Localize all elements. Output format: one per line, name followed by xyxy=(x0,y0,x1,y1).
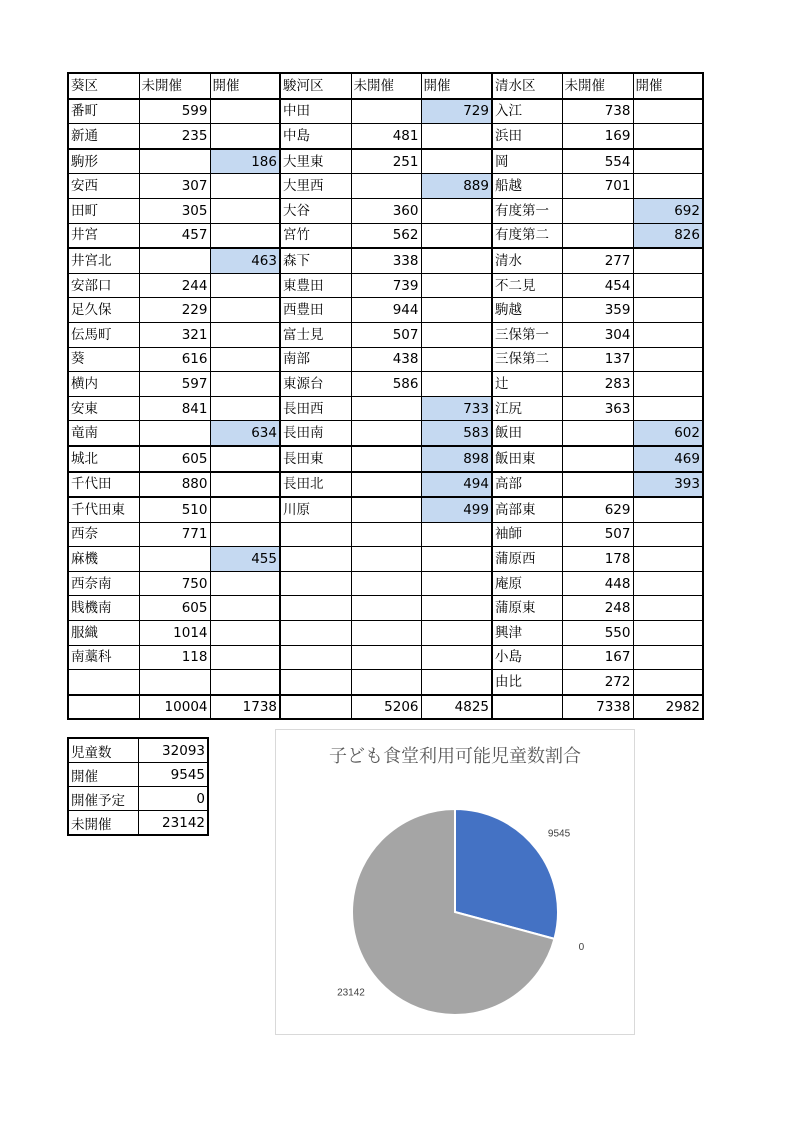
column-header-closed: 未開催 xyxy=(562,73,633,99)
area-name-cell: 西奈南 xyxy=(68,571,139,596)
closed-count-cell xyxy=(139,149,210,174)
open-count-cell: 692 xyxy=(633,198,703,223)
closed-count-cell: 550 xyxy=(562,621,633,646)
area-name-cell: 興津 xyxy=(492,621,562,646)
table-row xyxy=(68,472,703,498)
open-count-cell xyxy=(421,223,492,248)
column-header-open: 開催 xyxy=(633,73,703,99)
open-count-cell xyxy=(633,670,703,695)
area-name-cell xyxy=(280,571,351,596)
area-name-cell: 安西 xyxy=(68,174,139,199)
table-row xyxy=(68,396,703,421)
column-header-open: 開催 xyxy=(421,73,492,99)
open-count-cell: 602 xyxy=(633,421,703,446)
closed-count-cell: 448 xyxy=(562,571,633,596)
area-name-cell: 蒲原西 xyxy=(492,547,562,572)
closed-count-cell xyxy=(139,421,210,446)
table-row xyxy=(68,124,703,149)
summary-row xyxy=(68,811,208,836)
area-name-cell: 江尻 xyxy=(492,396,562,421)
closed-count-cell: 586 xyxy=(351,372,421,397)
area-name-cell: 辻 xyxy=(492,372,562,397)
closed-count-cell: 438 xyxy=(351,347,421,372)
area-name-cell: 清水 xyxy=(492,248,562,273)
closed-count-cell: 305 xyxy=(139,198,210,223)
open-count-cell xyxy=(210,273,280,298)
area-name-cell: 井宮 xyxy=(68,223,139,248)
closed-count-cell: 605 xyxy=(139,596,210,621)
closed-count-cell xyxy=(351,421,421,446)
table-row xyxy=(68,621,703,646)
closed-count-cell: 597 xyxy=(139,372,210,397)
closed-count-cell: 738 xyxy=(562,99,633,124)
area-name-cell: 東豊田 xyxy=(280,273,351,298)
column-header-closed: 未開催 xyxy=(139,73,210,99)
open-count-cell xyxy=(210,446,280,472)
open-count-cell xyxy=(210,522,280,547)
area-name-cell: 葵 xyxy=(68,347,139,372)
pie-chart-svg xyxy=(276,730,634,1034)
area-name-cell: 川原 xyxy=(280,497,351,522)
closed-count-cell: 739 xyxy=(351,273,421,298)
closed-count-cell: 167 xyxy=(562,645,633,670)
area-name-cell: 高部 xyxy=(492,472,562,498)
closed-count-cell: 283 xyxy=(562,372,633,397)
closed-count-cell: 554 xyxy=(562,149,633,174)
area-name-cell: 中島 xyxy=(280,124,351,149)
open-count-cell xyxy=(210,571,280,596)
area-name-cell: 袖師 xyxy=(492,522,562,547)
area-name-cell: 伝馬町 xyxy=(68,322,139,347)
closed-count-cell xyxy=(139,547,210,572)
closed-count-cell xyxy=(351,596,421,621)
table-row xyxy=(68,198,703,223)
area-name-cell: 大里西 xyxy=(280,174,351,199)
open-count-cell xyxy=(210,198,280,223)
area-name-cell: 西豊田 xyxy=(280,298,351,323)
column-header-open: 開催 xyxy=(210,73,280,99)
summary-value: 32093 xyxy=(138,738,208,763)
area-name-cell: 千代田東 xyxy=(68,497,139,522)
area-name-cell: 駒形 xyxy=(68,149,139,174)
area-name-cell: 長田北 xyxy=(280,472,351,498)
ward-header: 駿河区 xyxy=(280,73,351,99)
area-name-cell: 足久保 xyxy=(68,298,139,323)
area-name-cell: 富士見 xyxy=(280,322,351,347)
closed-count-cell: 605 xyxy=(139,446,210,472)
closed-count-cell xyxy=(351,174,421,199)
open-count-cell: 826 xyxy=(633,223,703,248)
table-row xyxy=(68,547,703,572)
closed-count-cell xyxy=(562,421,633,446)
open-count-cell: 469 xyxy=(633,446,703,472)
table-row xyxy=(68,670,703,695)
closed-count-cell xyxy=(351,571,421,596)
open-count-cell xyxy=(633,571,703,596)
open-count-cell xyxy=(421,273,492,298)
open-count-cell xyxy=(210,124,280,149)
open-count-cell: 393 xyxy=(633,472,703,498)
total-label-cell xyxy=(492,695,562,719)
closed-count-cell: 616 xyxy=(139,347,210,372)
open-count-cell xyxy=(633,621,703,646)
table-row xyxy=(68,522,703,547)
closed-count-cell: 248 xyxy=(562,596,633,621)
closed-count-cell: 137 xyxy=(562,347,633,372)
area-name-cell: 新通 xyxy=(68,124,139,149)
closed-count-cell: 251 xyxy=(351,149,421,174)
table-row xyxy=(68,446,703,472)
open-count-cell xyxy=(633,149,703,174)
closed-count-cell: 304 xyxy=(562,322,633,347)
open-count-cell xyxy=(633,248,703,273)
area-name-cell: 長田東 xyxy=(280,446,351,472)
open-count-cell xyxy=(210,372,280,397)
open-count-cell xyxy=(210,174,280,199)
open-count-cell xyxy=(421,522,492,547)
table-row xyxy=(68,149,703,174)
open-count-cell xyxy=(421,248,492,273)
open-count-cell xyxy=(633,322,703,347)
closed-count-cell xyxy=(351,621,421,646)
area-name-cell: 有度第一 xyxy=(492,198,562,223)
closed-count-cell xyxy=(351,446,421,472)
area-name-cell: 竜南 xyxy=(68,421,139,446)
area-name-cell xyxy=(280,670,351,695)
open-count-cell: 494 xyxy=(421,472,492,498)
closed-count-cell xyxy=(562,472,633,498)
open-count-cell xyxy=(633,372,703,397)
summary-value: 23142 xyxy=(138,811,208,836)
closed-count-cell: 454 xyxy=(562,273,633,298)
closed-count-cell xyxy=(351,99,421,124)
open-count-cell xyxy=(633,174,703,199)
summary-row xyxy=(68,787,208,811)
open-count-cell xyxy=(633,522,703,547)
area-name-cell: 三保第一 xyxy=(492,322,562,347)
area-name-cell: 小島 xyxy=(492,645,562,670)
open-count-cell: 583 xyxy=(421,421,492,446)
chart-title: 子ども食堂利用可能児童数割合 xyxy=(329,746,581,766)
closed-count-cell: 841 xyxy=(139,396,210,421)
open-count-cell xyxy=(210,670,280,695)
open-count-cell xyxy=(421,547,492,572)
area-name-cell: 城北 xyxy=(68,446,139,472)
open-count-cell xyxy=(421,198,492,223)
open-count-cell: 186 xyxy=(210,149,280,174)
area-name-cell: 庵原 xyxy=(492,571,562,596)
area-name-cell: 飯田東 xyxy=(492,446,562,472)
area-name-cell: 宮竹 xyxy=(280,223,351,248)
closed-total-cell: 7338 xyxy=(562,695,633,719)
open-count-cell xyxy=(421,149,492,174)
open-count-cell xyxy=(421,596,492,621)
closed-count-cell xyxy=(139,248,210,273)
closed-count-cell: 277 xyxy=(562,248,633,273)
table-row xyxy=(68,99,703,124)
closed-count-cell: 457 xyxy=(139,223,210,248)
summary-label: 児童数 xyxy=(68,738,138,763)
open-count-cell xyxy=(210,497,280,522)
closed-count-cell xyxy=(351,670,421,695)
area-name-cell: 番町 xyxy=(68,99,139,124)
area-name-cell: 安東 xyxy=(68,396,139,421)
closed-count-cell: 235 xyxy=(139,124,210,149)
closed-count-cell: 510 xyxy=(139,497,210,522)
table-row xyxy=(68,497,703,522)
area-name-cell: 森下 xyxy=(280,248,351,273)
area-name-cell: 横内 xyxy=(68,372,139,397)
area-name-cell: 高部東 xyxy=(492,497,562,522)
open-total-cell: 4825 xyxy=(421,695,492,719)
open-count-cell xyxy=(421,124,492,149)
open-count-cell xyxy=(421,571,492,596)
table-row xyxy=(68,596,703,621)
closed-total-cell: 10004 xyxy=(139,695,210,719)
area-name-cell: 有度第二 xyxy=(492,223,562,248)
total-label-cell xyxy=(280,695,351,719)
open-count-cell: 889 xyxy=(421,174,492,199)
open-total-cell: 2982 xyxy=(633,695,703,719)
closed-count-cell xyxy=(139,670,210,695)
area-name-cell: 由比 xyxy=(492,670,562,695)
area-name-cell: 南藁科 xyxy=(68,645,139,670)
area-name-cell: 麻機 xyxy=(68,547,139,572)
open-count-cell xyxy=(210,596,280,621)
closed-count-cell: 244 xyxy=(139,273,210,298)
area-name-cell: 長田西 xyxy=(280,396,351,421)
summary-table xyxy=(67,737,209,836)
table-header-row xyxy=(68,73,703,99)
area-name-cell xyxy=(280,596,351,621)
table-row xyxy=(68,372,703,397)
area-name-cell xyxy=(280,645,351,670)
open-count-cell xyxy=(633,99,703,124)
area-name-cell: 大谷 xyxy=(280,198,351,223)
ward-header: 清水区 xyxy=(492,73,562,99)
open-count-cell xyxy=(421,322,492,347)
table-row xyxy=(68,322,703,347)
area-name-cell: 浜田 xyxy=(492,124,562,149)
area-name-cell xyxy=(280,522,351,547)
area-name-cell: 飯田 xyxy=(492,421,562,446)
open-count-cell: 733 xyxy=(421,396,492,421)
open-count-cell xyxy=(633,645,703,670)
closed-count-cell: 321 xyxy=(139,322,210,347)
pie-chart xyxy=(275,729,635,1035)
table-row xyxy=(68,571,703,596)
closed-count-cell: 169 xyxy=(562,124,633,149)
area-name-cell: 田町 xyxy=(68,198,139,223)
open-count-cell xyxy=(210,396,280,421)
open-count-cell: 455 xyxy=(210,547,280,572)
open-count-cell: 463 xyxy=(210,248,280,273)
closed-count-cell: 507 xyxy=(351,322,421,347)
open-count-cell xyxy=(633,497,703,522)
closed-count-cell: 229 xyxy=(139,298,210,323)
area-name-cell: 西奈 xyxy=(68,522,139,547)
area-name-cell: 賎機南 xyxy=(68,596,139,621)
open-count-cell xyxy=(210,645,280,670)
table-row xyxy=(68,223,703,248)
area-name-cell: 駒越 xyxy=(492,298,562,323)
area-name-cell: 蒲原東 xyxy=(492,596,562,621)
open-count-cell xyxy=(633,347,703,372)
summary-body xyxy=(68,738,208,835)
closed-count-cell: 118 xyxy=(139,645,210,670)
open-count-cell xyxy=(633,547,703,572)
open-count-cell xyxy=(421,621,492,646)
closed-count-cell: 701 xyxy=(562,174,633,199)
column-header-closed: 未開催 xyxy=(351,73,421,99)
open-count-cell xyxy=(633,298,703,323)
area-name-cell xyxy=(280,621,351,646)
open-count-cell xyxy=(210,298,280,323)
summary-row xyxy=(68,763,208,787)
closed-count-cell xyxy=(562,446,633,472)
open-count-cell xyxy=(421,298,492,323)
summary-label: 開催 xyxy=(68,763,138,787)
open-count-cell xyxy=(210,99,280,124)
closed-count-cell: 750 xyxy=(139,571,210,596)
open-count-cell xyxy=(210,472,280,498)
totals-row xyxy=(68,695,703,719)
table-row xyxy=(68,174,703,199)
closed-count-cell xyxy=(351,522,421,547)
area-name-cell: 入江 xyxy=(492,99,562,124)
open-count-cell: 729 xyxy=(421,99,492,124)
summary-row xyxy=(68,738,208,763)
closed-count-cell: 307 xyxy=(139,174,210,199)
area-name-cell: 長田南 xyxy=(280,421,351,446)
open-count-cell xyxy=(210,322,280,347)
closed-count-cell xyxy=(351,497,421,522)
open-total-cell: 1738 xyxy=(210,695,280,719)
summary-label: 開催予定 xyxy=(68,787,138,811)
closed-count-cell: 629 xyxy=(562,497,633,522)
table-row xyxy=(68,248,703,273)
table-row xyxy=(68,347,703,372)
summary-value: 0 xyxy=(138,787,208,811)
ward-header: 葵区 xyxy=(68,73,139,99)
area-name-cell: 井宮北 xyxy=(68,248,139,273)
total-label-cell xyxy=(68,695,139,719)
area-name-cell: 大里東 xyxy=(280,149,351,174)
table-row xyxy=(68,645,703,670)
closed-count-cell: 507 xyxy=(562,522,633,547)
table-row xyxy=(68,273,703,298)
open-count-cell: 634 xyxy=(210,421,280,446)
open-count-cell xyxy=(633,396,703,421)
open-count-cell xyxy=(633,596,703,621)
area-name-cell: 不二見 xyxy=(492,273,562,298)
area-name-cell: 服織 xyxy=(68,621,139,646)
area-name-cell xyxy=(280,547,351,572)
open-count-cell: 898 xyxy=(421,446,492,472)
closed-count-cell: 359 xyxy=(562,298,633,323)
area-name-cell: 岡 xyxy=(492,149,562,174)
open-count-cell xyxy=(421,670,492,695)
area-name-cell: 安部口 xyxy=(68,273,139,298)
closed-count-cell: 880 xyxy=(139,472,210,498)
area-name-cell: 船越 xyxy=(492,174,562,199)
area-name-cell xyxy=(68,670,139,695)
area-name-cell: 千代田 xyxy=(68,472,139,498)
open-count-cell xyxy=(210,223,280,248)
closed-count-cell xyxy=(562,198,633,223)
table-row xyxy=(68,421,703,446)
closed-count-cell xyxy=(351,547,421,572)
closed-count-cell xyxy=(562,223,633,248)
closed-count-cell: 562 xyxy=(351,223,421,248)
pie-data-label: 0 xyxy=(578,942,585,954)
area-name-cell: 三保第二 xyxy=(492,347,562,372)
closed-count-cell: 178 xyxy=(562,547,633,572)
open-count-cell xyxy=(421,372,492,397)
summary-value: 9545 xyxy=(138,763,208,787)
open-count-cell xyxy=(633,273,703,298)
pie-data-label: 9545 xyxy=(547,828,571,840)
kids-cafeteria-table xyxy=(67,72,704,720)
table-row xyxy=(68,298,703,323)
open-count-cell xyxy=(633,124,703,149)
closed-count-cell: 771 xyxy=(139,522,210,547)
closed-count-cell xyxy=(351,472,421,498)
closed-count-cell: 599 xyxy=(139,99,210,124)
closed-count-cell: 272 xyxy=(562,670,633,695)
area-name-cell: 中田 xyxy=(280,99,351,124)
closed-total-cell: 5206 xyxy=(351,695,421,719)
area-name-cell: 東源台 xyxy=(280,372,351,397)
table-body xyxy=(68,73,703,719)
open-count-cell xyxy=(421,347,492,372)
closed-count-cell: 360 xyxy=(351,198,421,223)
closed-count-cell xyxy=(351,645,421,670)
closed-count-cell: 338 xyxy=(351,248,421,273)
closed-count-cell: 1014 xyxy=(139,621,210,646)
closed-count-cell xyxy=(351,396,421,421)
summary-label: 未開催 xyxy=(68,811,138,836)
open-count-cell xyxy=(210,621,280,646)
closed-count-cell: 481 xyxy=(351,124,421,149)
closed-count-cell: 944 xyxy=(351,298,421,323)
open-count-cell: 499 xyxy=(421,497,492,522)
closed-count-cell: 363 xyxy=(562,396,633,421)
area-name-cell: 南部 xyxy=(280,347,351,372)
open-count-cell xyxy=(421,645,492,670)
pie-data-label: 23142 xyxy=(337,987,365,999)
pie-slices xyxy=(352,809,558,1015)
open-count-cell xyxy=(210,347,280,372)
